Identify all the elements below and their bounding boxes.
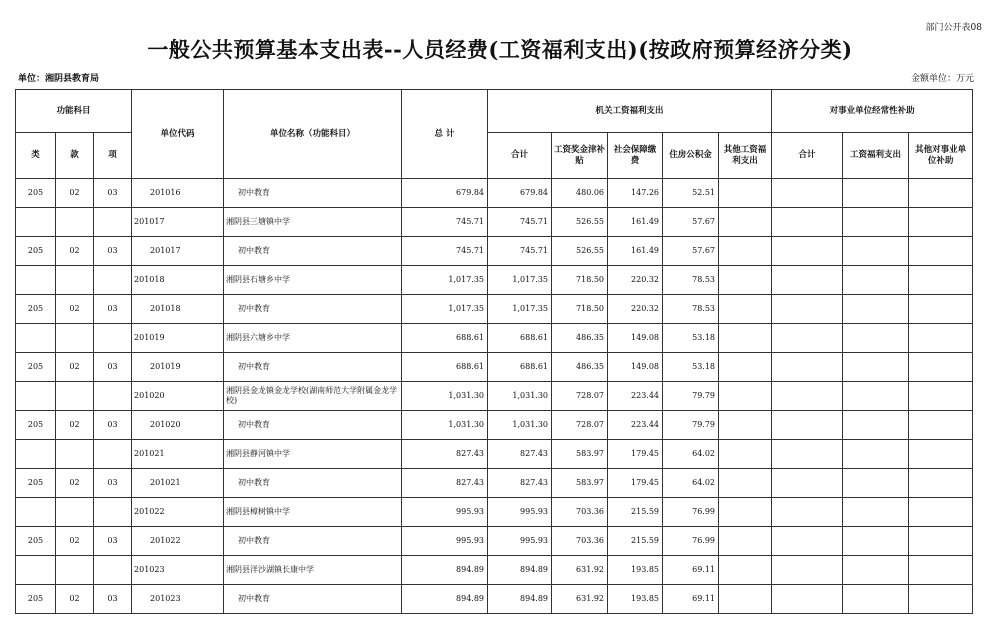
cell-lei <box>16 556 56 585</box>
header-org-housing: 住房公积金 <box>663 133 719 179</box>
cell-inst-sum <box>772 382 843 411</box>
cell-org-wage: 718.50 <box>552 266 608 295</box>
cell-org-social: 193.85 <box>608 585 663 614</box>
cell-lei <box>16 324 56 353</box>
cell-unit-code: 201019 <box>132 324 224 353</box>
header-function-subject: 功能科目 <box>16 90 132 133</box>
cell-inst-sum <box>772 208 843 237</box>
page-title: 一般公共预算基本支出表--人员经费(工资福利支出)(按政府预算经济分类) <box>147 37 853 62</box>
cell-org-sum: 995.93 <box>488 498 552 527</box>
header-unit-code: 单位代码 <box>132 90 224 179</box>
cell-org-social: 220.32 <box>608 266 663 295</box>
money-unit-label: 金额单位：万元 <box>910 74 974 84</box>
cell-inst-wage <box>843 324 909 353</box>
cell-org-housing: 69.11 <box>663 585 719 614</box>
cell-xiang: 03 <box>94 353 132 382</box>
cell-org-housing: 53.18 <box>663 324 719 353</box>
header-lei: 类 <box>16 133 56 179</box>
cell-inst-wage <box>843 585 909 614</box>
table-row <box>16 440 973 469</box>
cell-total: 894.89 <box>402 556 488 585</box>
cell-org-other <box>719 585 772 614</box>
cell-unit-code: 201018 <box>132 295 224 324</box>
cell-unit-name: 湘阴县洋沙湖镇长康中学 <box>224 556 402 585</box>
cell-lei: 205 <box>16 353 56 382</box>
cell-kuan: 02 <box>56 469 94 498</box>
cell-kuan <box>56 498 94 527</box>
cell-org-sum: 1,031.30 <box>488 411 552 440</box>
header-inst-wage: 工资福利支出 <box>843 133 909 179</box>
cell-inst-sum <box>772 469 843 498</box>
cell-org-sum: 745.71 <box>488 208 552 237</box>
cell-inst-other <box>909 382 973 411</box>
cell-unit-code: 201021 <box>132 469 224 498</box>
cell-lei: 205 <box>16 411 56 440</box>
cell-org-wage: 526.55 <box>552 237 608 266</box>
header-org-other: 其他工资福利支出 <box>719 133 772 179</box>
cell-org-other <box>719 498 772 527</box>
cell-kuan <box>56 556 94 585</box>
cell-org-social: 215.59 <box>608 498 663 527</box>
cell-org-social: 215.59 <box>608 527 663 556</box>
cell-inst-wage <box>843 353 909 382</box>
cell-unit-name: 湘阴县六塘乡中学 <box>224 324 402 353</box>
cell-inst-sum <box>772 498 843 527</box>
cell-org-housing: 57.67 <box>663 237 719 266</box>
cell-unit-code: 201020 <box>132 382 224 411</box>
cell-inst-wage <box>843 469 909 498</box>
cell-org-sum: 688.61 <box>488 324 552 353</box>
cell-org-wage: 583.97 <box>552 440 608 469</box>
cell-org-housing: 78.53 <box>663 266 719 295</box>
header-kuan: 款 <box>56 133 94 179</box>
cell-org-wage: 718.50 <box>552 295 608 324</box>
cell-xiang <box>94 208 132 237</box>
cell-kuan: 02 <box>56 179 94 208</box>
cell-org-housing: 79.79 <box>663 382 719 411</box>
cell-org-sum: 679.84 <box>488 179 552 208</box>
cell-kuan: 02 <box>56 237 94 266</box>
cell-xiang: 03 <box>94 469 132 498</box>
cell-org-other <box>719 556 772 585</box>
cell-kuan <box>56 440 94 469</box>
table-row <box>16 556 973 585</box>
cell-org-social: 179.45 <box>608 469 663 498</box>
cell-org-housing: 78.53 <box>663 295 719 324</box>
cell-unit-code: 201019 <box>132 353 224 382</box>
cell-inst-sum <box>772 411 843 440</box>
cell-kuan <box>56 324 94 353</box>
cell-inst-wage <box>843 208 909 237</box>
table-row <box>16 179 973 208</box>
cell-org-social: 161.49 <box>608 208 663 237</box>
cell-org-wage: 631.92 <box>552 556 608 585</box>
cell-total: 827.43 <box>402 440 488 469</box>
cell-unit-name: 湘阴县樟树镇中学 <box>224 498 402 527</box>
cell-org-social: 223.44 <box>608 411 663 440</box>
cell-unit-name: 初中教育 <box>224 527 402 556</box>
cell-org-sum: 1,017.35 <box>488 266 552 295</box>
table-row <box>16 382 973 411</box>
table-row <box>16 498 973 527</box>
header-xiang: 项 <box>94 133 132 179</box>
cell-kuan: 02 <box>56 295 94 324</box>
cell-inst-other <box>909 179 973 208</box>
cell-lei <box>16 382 56 411</box>
cell-total: 827.43 <box>402 469 488 498</box>
cell-xiang <box>94 324 132 353</box>
cell-inst-other <box>909 527 973 556</box>
cell-inst-other <box>909 440 973 469</box>
cell-inst-wage <box>843 440 909 469</box>
cell-org-other <box>719 324 772 353</box>
cell-xiang: 03 <box>94 527 132 556</box>
cell-org-wage: 728.07 <box>552 382 608 411</box>
cell-org-other <box>719 469 772 498</box>
cell-org-housing: 52.51 <box>663 179 719 208</box>
cell-org-wage: 486.35 <box>552 353 608 382</box>
cell-unit-code: 201023 <box>132 556 224 585</box>
cell-lei: 205 <box>16 527 56 556</box>
unit-label: 单位：湘阴县教育局 <box>18 74 100 84</box>
header-org-social: 社会保障缴费 <box>608 133 663 179</box>
cell-kuan <box>56 266 94 295</box>
cell-org-other <box>719 295 772 324</box>
table-row <box>16 353 973 382</box>
cell-unit-name: 初中教育 <box>224 295 402 324</box>
cell-org-wage: 631.92 <box>552 585 608 614</box>
cell-org-other <box>719 411 772 440</box>
cell-unit-name: 初中教育 <box>224 237 402 266</box>
cell-lei <box>16 266 56 295</box>
cell-org-sum: 827.43 <box>488 440 552 469</box>
cell-inst-sum <box>772 353 843 382</box>
cell-unit-code: 201022 <box>132 527 224 556</box>
cell-xiang <box>94 498 132 527</box>
cell-kuan <box>56 382 94 411</box>
table-row <box>16 295 973 324</box>
cell-inst-wage <box>843 266 909 295</box>
cell-unit-name: 湘阴县石塘乡中学 <box>224 266 402 295</box>
cell-inst-other <box>909 469 973 498</box>
cell-total: 679.84 <box>402 179 488 208</box>
cell-inst-other <box>909 353 973 382</box>
cell-org-housing: 76.99 <box>663 527 719 556</box>
cell-kuan: 02 <box>56 353 94 382</box>
cell-unit-name: 初中教育 <box>224 179 402 208</box>
cell-inst-sum <box>772 556 843 585</box>
cell-unit-code: 201018 <box>132 266 224 295</box>
cell-inst-other <box>909 585 973 614</box>
cell-inst-wage <box>843 527 909 556</box>
cell-inst-sum <box>772 527 843 556</box>
cell-unit-code: 201017 <box>132 237 224 266</box>
cell-inst-wage <box>843 179 909 208</box>
cell-inst-other <box>909 498 973 527</box>
cell-unit-code: 201022 <box>132 498 224 527</box>
cell-org-wage: 728.07 <box>552 411 608 440</box>
cell-org-sum: 1,017.35 <box>488 295 552 324</box>
cell-inst-other <box>909 266 973 295</box>
cell-org-sum: 894.89 <box>488 585 552 614</box>
cell-org-other <box>719 353 772 382</box>
cell-org-other <box>719 237 772 266</box>
cell-xiang <box>94 382 132 411</box>
cell-total: 1,017.35 <box>402 295 488 324</box>
cell-kuan: 02 <box>56 527 94 556</box>
cell-org-social: 147.26 <box>608 179 663 208</box>
cell-org-sum: 745.71 <box>488 237 552 266</box>
cell-inst-wage <box>843 382 909 411</box>
table-row <box>16 266 973 295</box>
cell-org-wage: 480.06 <box>552 179 608 208</box>
table-row <box>16 585 973 614</box>
cell-xiang: 03 <box>94 237 132 266</box>
cell-org-sum: 995.93 <box>488 527 552 556</box>
cell-org-housing: 64.02 <box>663 469 719 498</box>
cell-inst-wage <box>843 411 909 440</box>
cell-total: 688.61 <box>402 353 488 382</box>
cell-inst-other <box>909 411 973 440</box>
cell-inst-other <box>909 556 973 585</box>
cell-org-other <box>719 527 772 556</box>
form-number: 部门公开表08 <box>925 23 982 33</box>
cell-lei <box>16 440 56 469</box>
cell-xiang: 03 <box>94 585 132 614</box>
cell-total: 995.93 <box>402 527 488 556</box>
cell-lei <box>16 498 56 527</box>
cell-xiang <box>94 440 132 469</box>
cell-lei: 205 <box>16 237 56 266</box>
cell-xiang: 03 <box>94 179 132 208</box>
cell-inst-sum <box>772 440 843 469</box>
cell-inst-other <box>909 324 973 353</box>
budget-table <box>15 89 973 614</box>
cell-unit-code: 201016 <box>132 179 224 208</box>
cell-kuan: 02 <box>56 585 94 614</box>
cell-kuan <box>56 208 94 237</box>
header-org-wage: 工资奖金津补贴 <box>552 133 608 179</box>
cell-org-other <box>719 382 772 411</box>
cell-org-wage: 486.35 <box>552 324 608 353</box>
cell-org-sum: 894.89 <box>488 556 552 585</box>
cell-org-other <box>719 440 772 469</box>
cell-org-wage: 703.36 <box>552 527 608 556</box>
cell-unit-name: 初中教育 <box>224 411 402 440</box>
cell-unit-code: 201021 <box>132 440 224 469</box>
cell-lei: 205 <box>16 585 56 614</box>
cell-org-social: 193.85 <box>608 556 663 585</box>
cell-xiang <box>94 266 132 295</box>
cell-org-sum: 688.61 <box>488 353 552 382</box>
cell-xiang: 03 <box>94 295 132 324</box>
cell-lei: 205 <box>16 295 56 324</box>
table-row <box>16 237 973 266</box>
cell-total: 745.71 <box>402 208 488 237</box>
cell-org-other <box>719 179 772 208</box>
cell-total: 1,017.35 <box>402 266 488 295</box>
cell-inst-sum <box>772 585 843 614</box>
table-row <box>16 411 973 440</box>
cell-org-wage: 703.36 <box>552 498 608 527</box>
cell-unit-name: 湘阴县三塘镇中学 <box>224 208 402 237</box>
cell-inst-sum <box>772 237 843 266</box>
cell-xiang <box>94 556 132 585</box>
cell-org-housing: 76.99 <box>663 498 719 527</box>
table-row <box>16 469 973 498</box>
cell-inst-sum <box>772 179 843 208</box>
cell-org-social: 149.08 <box>608 324 663 353</box>
cell-org-housing: 53.18 <box>663 353 719 382</box>
cell-total: 1,031.30 <box>402 411 488 440</box>
cell-total: 894.89 <box>402 585 488 614</box>
cell-inst-wage <box>843 295 909 324</box>
cell-org-other <box>719 208 772 237</box>
cell-inst-other <box>909 295 973 324</box>
cell-total: 688.61 <box>402 324 488 353</box>
header-org-sum: 合计 <box>488 133 552 179</box>
cell-org-sum: 827.43 <box>488 469 552 498</box>
cell-org-housing: 79.79 <box>663 411 719 440</box>
cell-inst-other <box>909 208 973 237</box>
cell-org-housing: 64.02 <box>663 440 719 469</box>
cell-total: 995.93 <box>402 498 488 527</box>
header-inst-sum: 合计 <box>772 133 843 179</box>
cell-unit-code: 201020 <box>132 411 224 440</box>
cell-org-other <box>719 266 772 295</box>
table-row <box>16 208 973 237</box>
cell-lei: 205 <box>16 179 56 208</box>
cell-lei <box>16 208 56 237</box>
cell-org-social: 223.44 <box>608 382 663 411</box>
cell-org-social: 220.32 <box>608 295 663 324</box>
cell-xiang: 03 <box>94 411 132 440</box>
header-inst-subsidy: 对事业单位经常性补助 <box>772 90 973 133</box>
cell-total: 745.71 <box>402 237 488 266</box>
header-unit-name: 单位名称（功能科目） <box>224 90 402 179</box>
cell-lei: 205 <box>16 469 56 498</box>
cell-unit-name: 湘阴县静河镇中学 <box>224 440 402 469</box>
cell-inst-wage <box>843 556 909 585</box>
table-row <box>16 324 973 353</box>
cell-unit-name: 初中教育 <box>224 469 402 498</box>
cell-unit-name: 湘阴县金龙镇金龙学校(湖南师范大学附属金龙学校) <box>224 382 402 411</box>
cell-inst-sum <box>772 266 843 295</box>
cell-inst-sum <box>772 324 843 353</box>
cell-org-social: 161.49 <box>608 237 663 266</box>
cell-unit-name: 初中教育 <box>224 585 402 614</box>
table-row <box>16 527 973 556</box>
cell-inst-wage <box>843 237 909 266</box>
cell-kuan: 02 <box>56 411 94 440</box>
header-inst-other: 其他对事业单位补助 <box>909 133 973 179</box>
cell-org-social: 179.45 <box>608 440 663 469</box>
cell-org-wage: 583.97 <box>552 469 608 498</box>
cell-inst-sum <box>772 295 843 324</box>
cell-org-housing: 69.11 <box>663 556 719 585</box>
header-org-welfare: 机关工资福利支出 <box>488 90 772 133</box>
cell-org-housing: 57.67 <box>663 208 719 237</box>
header-total: 总 计 <box>402 90 488 179</box>
cell-total: 1,031.30 <box>402 382 488 411</box>
cell-unit-code: 201017 <box>132 208 224 237</box>
cell-unit-code: 201023 <box>132 585 224 614</box>
cell-inst-other <box>909 237 973 266</box>
cell-org-sum: 1,031.30 <box>488 382 552 411</box>
cell-org-social: 149.08 <box>608 353 663 382</box>
cell-org-wage: 526.55 <box>552 208 608 237</box>
cell-unit-name: 初中教育 <box>224 353 402 382</box>
cell-inst-wage <box>843 498 909 527</box>
